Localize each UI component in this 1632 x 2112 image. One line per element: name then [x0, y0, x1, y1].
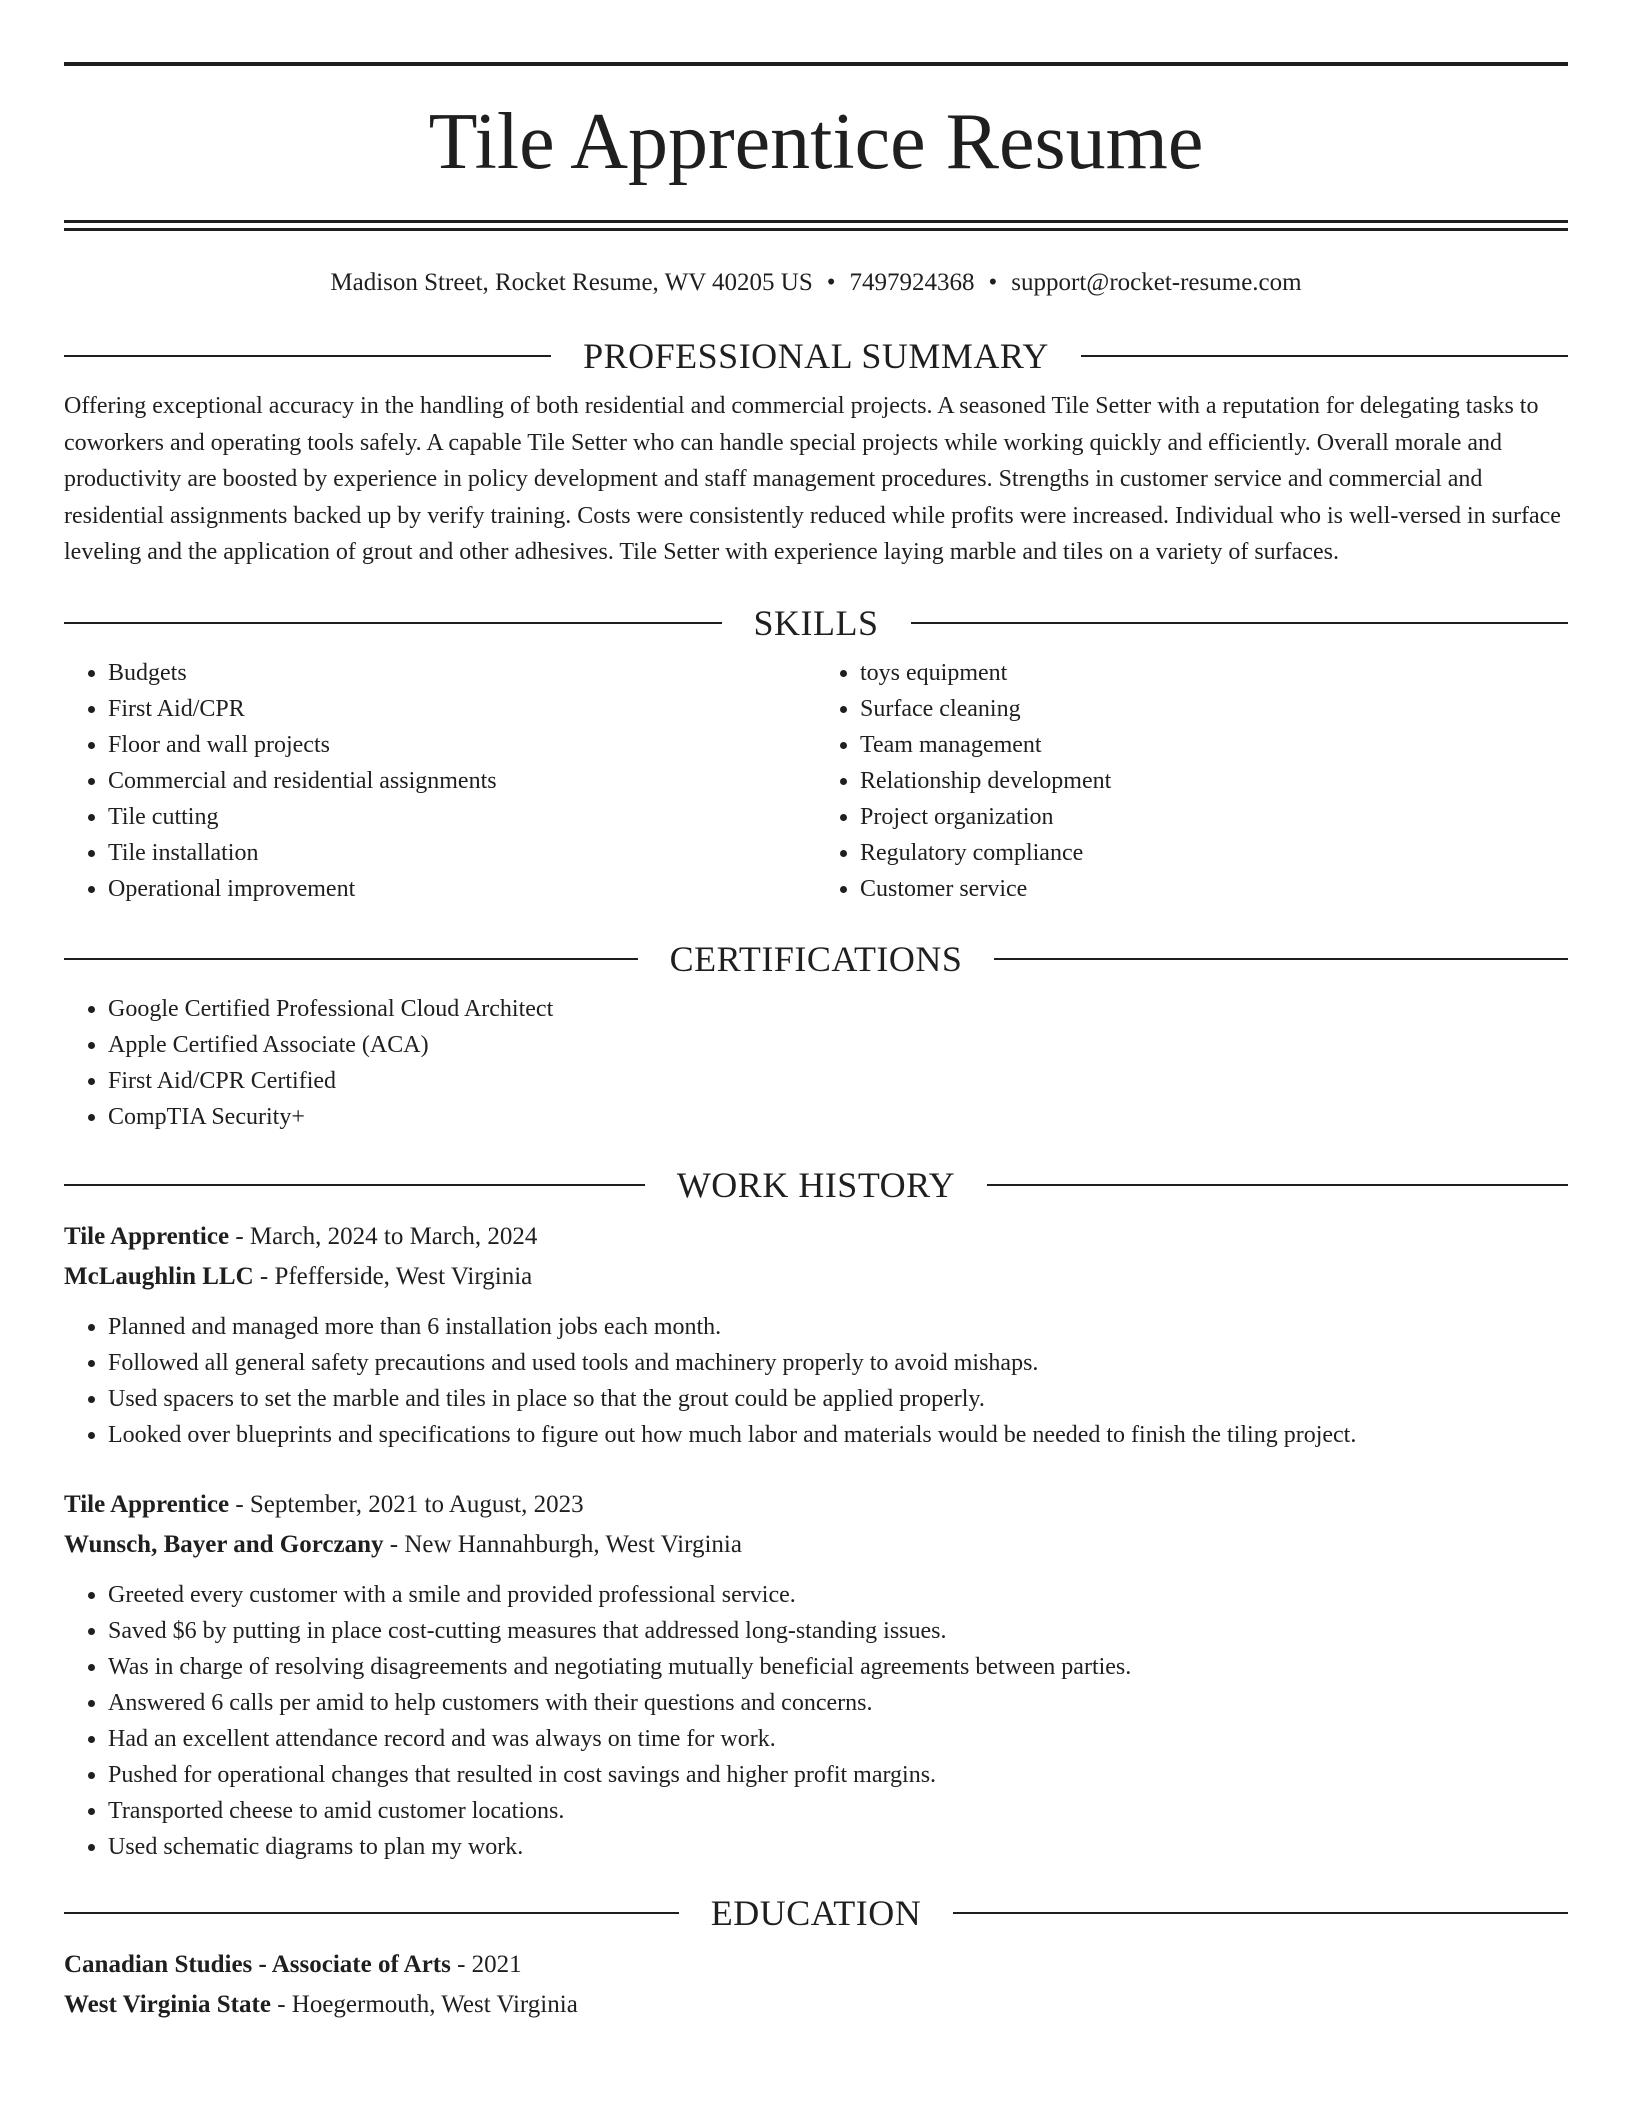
education-year: - 2021 — [450, 1950, 522, 1978]
skill-item: • Budgets — [108, 655, 816, 691]
job-dates: - March, 2024 to March, 2024 — [229, 1222, 538, 1250]
skill-item: • Project organization — [860, 799, 1568, 835]
education-school-line — [64, 1985, 1568, 2025]
job-bullets — [64, 1309, 1568, 1453]
job-title-line — [64, 1217, 1568, 1257]
heading-rule-left — [64, 622, 722, 624]
skill-item: • Tile cutting — [108, 799, 816, 835]
contact-email: support@rocket-resume.com — [1011, 269, 1302, 296]
skill-item: • First Aid/CPR — [108, 691, 816, 727]
certifications-list — [64, 991, 1568, 1135]
skill-item: • Operational improvement — [108, 871, 816, 907]
job-company-line — [64, 1525, 1568, 1565]
certification-item: • CompTIA Security+ — [108, 1099, 1568, 1135]
summary-text: Offering exceptional accuracy in the handling of both residential and commercial projects. A seasoned Tile Setter with a reputation for delegating tasks to coworkers and operating tools safely. A capable Tile Setter who can handle special projects while working quickly and efficiently. Overall morale and productivity are boosted by experience in policy development and staff management procedures. Strengths in customer service and commercial and residential assignments backed up by verify training. Costs were consistently reduced while profits were increased. Individual who is well-versed in surface leveling and the application of grout and other adhesives. Tile Setter with experience laying marble and tiles on a variety of surfaces. — [64, 393, 1561, 565]
job-bullet: • Saved $6 by putting in place cost-cutting measures that addressed long-standing issues. — [108, 1613, 1568, 1649]
job-bullet: • Had an excellent attendance record and was always on time for work. — [108, 1721, 1568, 1757]
education-school: West Virginia State — [64, 1990, 271, 2018]
job-bullet: • Used schematic diagrams to plan my work. — [108, 1829, 1568, 1865]
contact-separator: • — [826, 269, 836, 296]
skills-heading-label: SKILLS — [753, 602, 879, 643]
skill-item: • Customer service — [860, 871, 1568, 907]
job-company: McLaughlin LLC — [64, 1262, 254, 1290]
heading-rule-right — [953, 1912, 1568, 1914]
summary-heading-label: PROFESSIONAL SUMMARY — [583, 336, 1049, 376]
job-bullet: • Followed all general safety precautions and used tools and machinery properly to avoid mishaps. — [108, 1345, 1568, 1381]
skill-item: • Regulatory compliance — [860, 835, 1568, 871]
education-degree-line — [64, 1945, 1568, 1985]
certifications-heading-label: CERTIFICATIONS — [669, 938, 963, 979]
contact-line — [64, 268, 1568, 298]
job-bullets — [64, 1577, 1568, 1865]
heading-rule-right — [994, 958, 1568, 960]
contact-phone: 7497924368 — [849, 269, 975, 296]
heading-rule-left — [64, 958, 638, 960]
skills-column-right — [816, 655, 1568, 907]
heading-rule-left — [64, 355, 551, 357]
job-bullet: • Looked over blueprints and specifications to figure out how much labor and materials would be needed to finish the tiling project. — [108, 1417, 1568, 1453]
job-bullet: • Greeted every customer with a smile and provided professional service. — [108, 1577, 1568, 1613]
skill-item: • Relationship development — [860, 763, 1568, 799]
job-bullet: • Pushed for operational changes that resulted in cost savings and higher profit margins. — [108, 1757, 1568, 1793]
job-company-line — [64, 1257, 1568, 1297]
skill-item: • Floor and wall projects — [108, 727, 816, 763]
certification-item: • First Aid/CPR Certified — [108, 1063, 1568, 1099]
heading-rule-right — [1081, 355, 1568, 357]
summary-heading — [64, 334, 1568, 378]
job-bullet: • Used spacers to set the marble and tiles in place so that the grout could be applied properly. — [108, 1381, 1568, 1417]
job-location: - New Hannahburgh, West Virginia — [383, 1530, 742, 1558]
top-rule — [64, 62, 1568, 66]
skill-item: • Commercial and residential assignments — [108, 763, 816, 799]
skill-item: • Tile installation — [108, 835, 816, 871]
job-bullet: • Was in charge of resolving disagreements and negotiating mutually beneficial agreements between parties. — [108, 1649, 1568, 1685]
job-bullet: • Answered 6 calls per amid to help customers with their questions and concerns. — [108, 1685, 1568, 1721]
job-location: - Pfefferside, West Virginia — [253, 1262, 533, 1290]
skills-column-left — [64, 655, 816, 907]
work-history-heading — [64, 1163, 1568, 1207]
title-double-rule — [64, 220, 1568, 231]
heading-rule-right — [987, 1184, 1568, 1186]
contact-separator: • — [988, 269, 998, 296]
heading-rule-left — [64, 1184, 645, 1186]
skill-item: • toys equipment — [860, 655, 1568, 691]
heading-rule-left — [64, 1912, 679, 1914]
education-degree: Canadian Studies - Associate of Arts — [64, 1950, 451, 1978]
education-location: - Hoegermouth, West Virginia — [270, 1990, 578, 2018]
job-entry — [64, 1485, 1568, 1865]
contact-address: Madison Street, Rocket Resume, WV 40205 US — [330, 269, 813, 296]
job-bullet: • Planned and managed more than 6 installation jobs each month. — [108, 1309, 1568, 1345]
job-title-line — [64, 1485, 1568, 1525]
skills-heading — [64, 601, 1568, 645]
heading-rule-right — [911, 622, 1569, 624]
skills-list — [64, 655, 1568, 907]
education-heading-label: EDUCATION — [710, 1892, 922, 1933]
certifications-heading — [64, 937, 1568, 981]
education-heading — [64, 1891, 1568, 1935]
job-bullet: • Transported cheese to amid customer locations. — [108, 1793, 1568, 1829]
job-title: Tile Apprentice — [64, 1222, 230, 1250]
skill-item: • Team management — [860, 727, 1568, 763]
page-title: Tile Apprentice Resume — [428, 98, 1204, 186]
certification-item: • Google Certified Professional Cloud Architect — [108, 991, 1568, 1027]
work-history-heading-label: WORK HISTORY — [676, 1164, 956, 1205]
certification-item: • Apple Certified Associate (ACA) — [108, 1027, 1568, 1063]
job-entry — [64, 1217, 1568, 1453]
job-company: Wunsch, Bayer and Gorczany — [64, 1530, 384, 1558]
job-title: Tile Apprentice — [64, 1490, 230, 1518]
skill-item: • Surface cleaning — [860, 691, 1568, 727]
education-entry — [64, 1945, 1568, 2025]
job-dates: - September, 2021 to August, 2023 — [229, 1490, 584, 1518]
